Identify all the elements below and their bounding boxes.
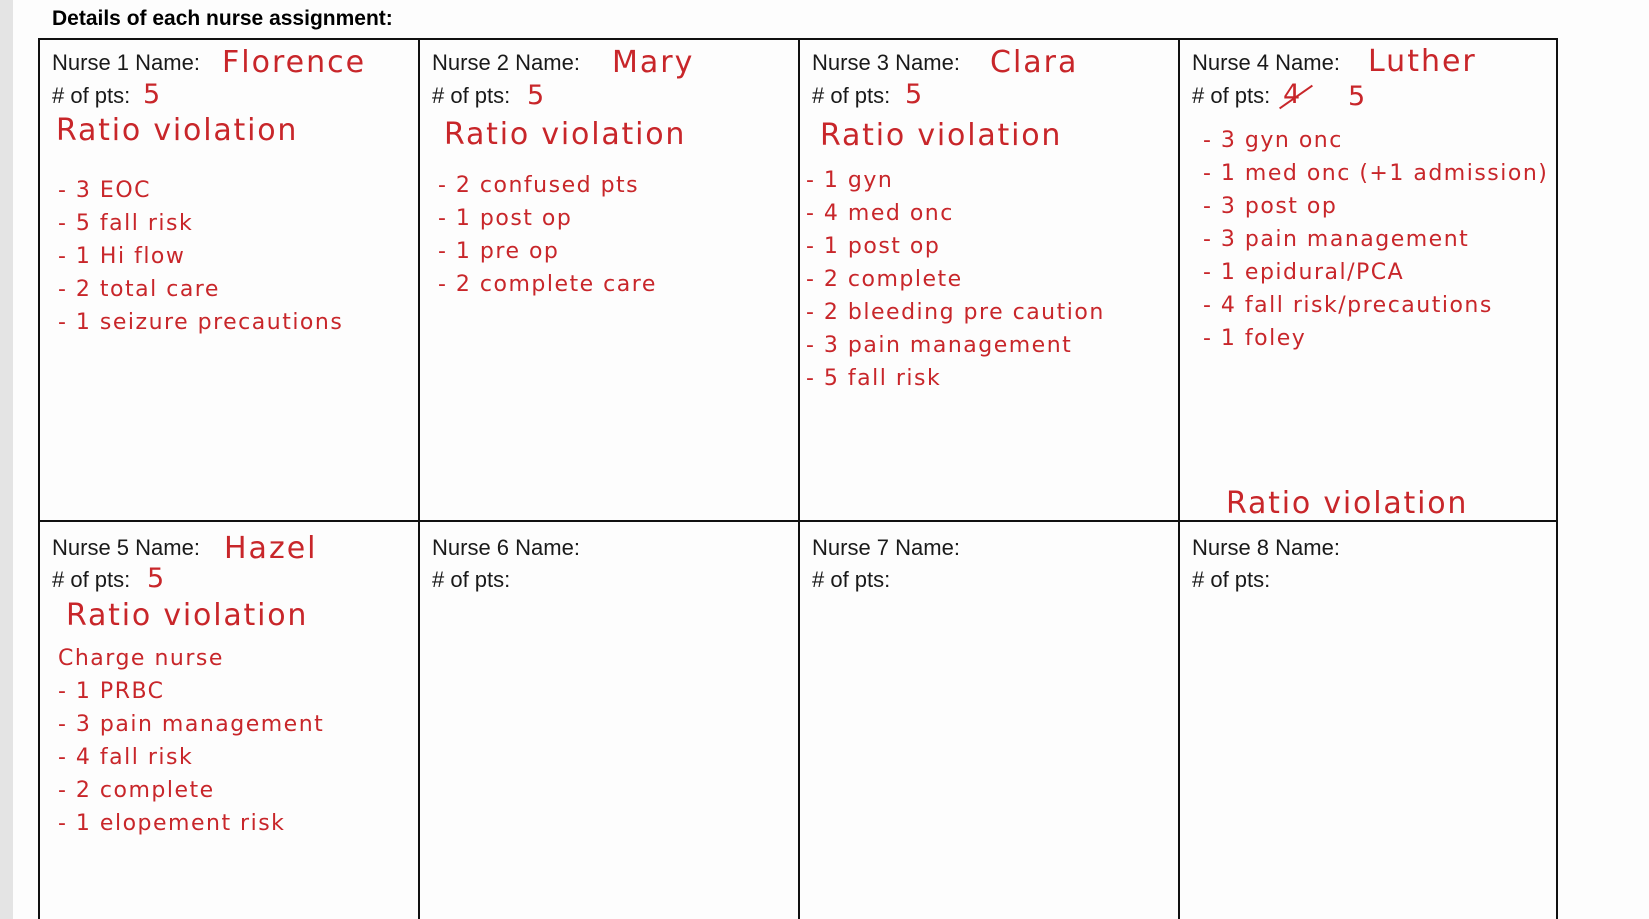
- nurse-title: Nurse 4 Name:: [1192, 50, 1340, 75]
- nurse-name: Luther: [1368, 44, 1477, 79]
- list-item: - 2 complete: [806, 267, 963, 292]
- ratio-violation-note: Ratio violation: [56, 113, 299, 148]
- ratio-violation-note: Ratio violation: [444, 117, 687, 152]
- list-item: - 1 epidural/PCA: [1203, 260, 1405, 285]
- assignment-list: [806, 164, 1105, 395]
- list-item: - 1 Hi flow: [58, 244, 186, 269]
- list-item: - 1 foley: [1203, 326, 1307, 351]
- role-note: Charge nurse: [58, 646, 224, 671]
- list-item: - 1 pre op: [438, 239, 560, 264]
- pts-value: 5: [1348, 81, 1366, 112]
- list-item: - 1 med onc (+1 admission): [1203, 161, 1549, 186]
- grid-divider: [1178, 40, 1180, 919]
- pts-label: # of pts:: [52, 83, 131, 108]
- nurse-title: Nurse 6 Name:: [432, 535, 580, 560]
- list-item: - 2 confused pts: [438, 173, 640, 198]
- grid-divider: [798, 40, 800, 919]
- list-item: - 1 gyn: [806, 168, 894, 193]
- pts-label: # of pts:: [432, 83, 511, 108]
- nurse-title: Nurse 2 Name:: [432, 50, 580, 75]
- list-item: - 2 complete: [58, 778, 215, 803]
- list-item: - 5 fall risk: [806, 366, 942, 391]
- list-item: - 3 EOC: [58, 178, 151, 203]
- nurse-title: Nurse 1 Name:: [52, 50, 200, 75]
- list-item: - 1 post op: [438, 206, 573, 231]
- list-item: - 1 elopement risk: [58, 811, 286, 836]
- assignment-list: [438, 169, 657, 301]
- pts-value: 5: [527, 80, 545, 111]
- list-item: - 2 total care: [58, 277, 220, 302]
- ratio-violation-note: Ratio violation: [66, 598, 309, 633]
- assignment-list: [1203, 124, 1548, 355]
- list-item: - 3 pain management: [806, 333, 1073, 358]
- list-item: - 3 gyn onc: [1203, 128, 1343, 153]
- pts-value: 5: [143, 79, 161, 110]
- nurse-name: Clara: [990, 45, 1079, 80]
- list-item: - 4 fall risk: [58, 745, 194, 770]
- pts-label: # of pts:: [432, 567, 511, 592]
- assignment-list: [58, 174, 343, 339]
- crossed-out-pts: 4: [1283, 79, 1301, 110]
- page-heading: Details of each nurse assignment:: [52, 7, 393, 30]
- list-item: - 5 fall risk: [58, 211, 194, 236]
- list-item: - 2 complete care: [438, 272, 657, 297]
- ratio-violation-note: Ratio violation: [1226, 486, 1469, 521]
- list-item: - 2 bleeding pre caution: [806, 300, 1105, 325]
- nurse-title: Nurse 5 Name:: [52, 535, 200, 560]
- list-item: - 1 post op: [806, 234, 941, 259]
- list-item: - 1 PRBC: [58, 679, 165, 704]
- list-item: - 4 fall risk/precautions: [1203, 293, 1493, 318]
- pts-value: 5: [147, 563, 165, 594]
- list-item: - 3 post op: [1203, 194, 1338, 219]
- pts-label: # of pts:: [812, 567, 891, 592]
- nurse-name: Mary: [612, 45, 695, 80]
- pts-label: # of pts:: [1192, 567, 1271, 592]
- ratio-violation-note: Ratio violation: [820, 118, 1063, 153]
- nurse-title: Nurse 7 Name:: [812, 535, 960, 560]
- pts-label: # of pts:: [1192, 83, 1271, 108]
- nurse-name: Hazel: [224, 531, 318, 566]
- pts-value: 5: [905, 79, 923, 110]
- nurse-name: Florence: [222, 45, 367, 80]
- page-side-gutter: [0, 0, 13, 919]
- pts-label: # of pts:: [52, 567, 131, 592]
- list-item: - 3 pain management: [1203, 227, 1470, 252]
- pts-label: # of pts:: [812, 83, 891, 108]
- list-item: - 4 med onc: [806, 201, 954, 226]
- nurse-title: Nurse 3 Name:: [812, 50, 960, 75]
- list-item: - 3 pain management: [58, 712, 325, 737]
- grid-divider: [418, 40, 420, 919]
- nurse-title: Nurse 8 Name:: [1192, 535, 1340, 560]
- list-item: - 1 seizure precautions: [58, 310, 344, 335]
- assignment-list: [58, 675, 324, 840]
